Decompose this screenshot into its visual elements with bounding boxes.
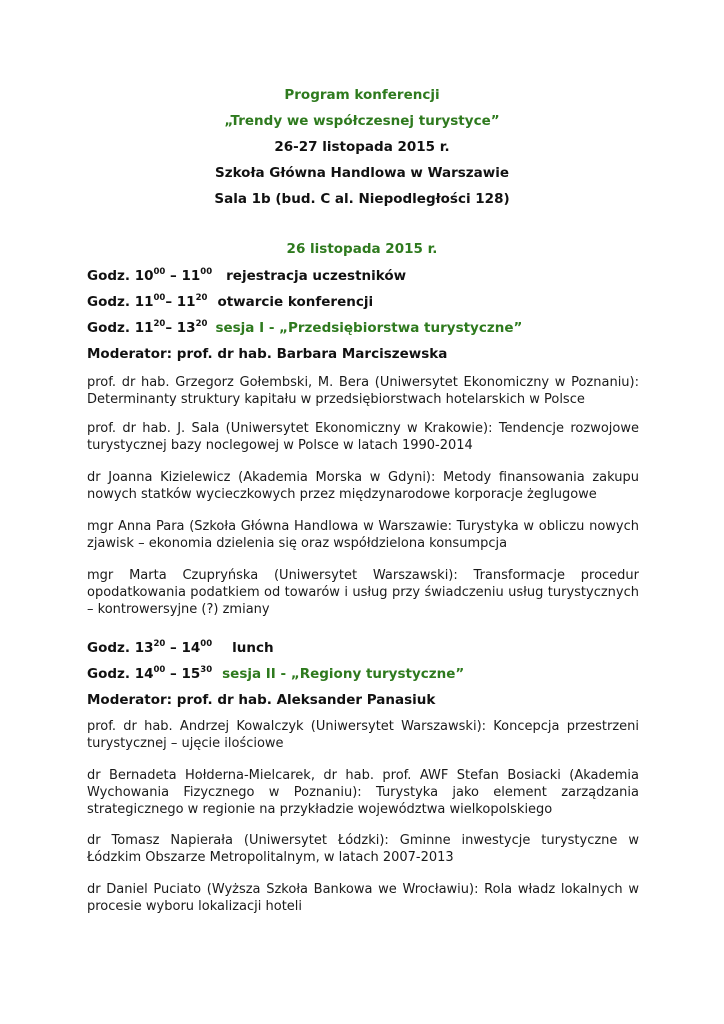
talk-item: dr Joanna Kizielewicz (Akademia Morska w Gdyni): Metody finansowania zakupu nowych statków wycieczkowych przez międzynarodowe korporacje żeglugowe [87, 470, 639, 502]
slot-start-minutes: 00 [153, 664, 166, 675]
venue-school: Szkoła Główna Handlowa w Warszawie [214, 165, 510, 181]
talk-item: dr Daniel Puciato (Wyższa Szkoła Bankowa we Wrocławiu): Rola władz lokalnych w procesie wyboru lokalizacji hoteli [87, 882, 639, 914]
slot-end-minutes: 00 [200, 638, 213, 649]
talk-item: dr Bernadeta Hołderna-Mielcarek, dr hab. prof. AWF Stefan Bosiacki (Akademia Wychowania Fizycznego w Poznaniu): Turystyka jako element zarządzania strategicznego w regionie na przykładzie województwa wielkopolskiego [87, 768, 639, 817]
schedule-slot-opening [87, 293, 373, 311]
slot-label: rejestracja uczestników [226, 268, 407, 284]
slot-end-minutes: 00 [200, 266, 213, 277]
talk-item: mgr Anna Para (Szkoła Główna Handlowa w Warszawie: Turystyka w obliczu nowych zjawisk – ekonomia dzielenia się oraz współdzielona konsumpcja [87, 519, 639, 551]
schedule-slot-session-2 [87, 665, 464, 683]
slot-label: sesja II - „Regiony turystyczne” [222, 666, 465, 682]
slot-end-minutes: 20 [195, 318, 208, 329]
slot-start-minutes: 00 [153, 292, 166, 303]
program-title: Program konferencji [284, 87, 440, 103]
slot-label: otwarcie konferencji [217, 294, 374, 310]
talk-item: prof. dr hab. J. Sala (Uniwersytet Ekonomiczny w Krakowie): Tendencje rozwojowe turystycznej bazy noclegowej w Polsce w latach 1990-2014 [87, 421, 639, 453]
slot-time-dash: – 11 [165, 294, 196, 310]
talk-item: prof. dr hab. Grzegorz Gołembski, M. Bera (Uniwersytet Ekonomiczny w Poznaniu): Determinanty struktury kapitału w przedsiębiorstwach hotelarskich w Polsce [87, 375, 639, 407]
talk-item: dr Tomasz Napierała (Uniwersytet Łódzki): Gminne inwestycje turystyczne w Łódzkim Obszarze Metropolitalnym, w latach 2007-2013 [87, 833, 639, 865]
session-1-moderator: Moderator: prof. dr hab. Barbara Marciszewska [87, 346, 448, 362]
slot-time-prefix: Godz. 14 [87, 666, 154, 682]
conference-name: „Trendy we współczesnej turystyce” [224, 113, 500, 129]
conference-dates: 26-27 listopada 2015 r. [274, 139, 450, 155]
slot-end-minutes: 30 [200, 664, 213, 675]
talk-item: mgr Marta Czupryńska (Uniwersytet Warszawski): Transformacje procedur opodatkowania podatkiem od towarów i usług przy świadczeniu usług turystycznych – kontrowersyjne (?) zmiany [87, 568, 639, 617]
slot-time-dash: – 11 [165, 268, 201, 284]
slot-start-minutes: 00 [153, 266, 166, 277]
slot-end-minutes: 20 [195, 292, 208, 303]
venue-room: Sala 1b (bud. C al. Niepodległości 128) [214, 191, 510, 207]
schedule-slot-registration [87, 267, 406, 285]
slot-start-minutes: 20 [153, 638, 166, 649]
slot-label: sesja I - „Przedsiębiorstwa turystyczne” [215, 320, 523, 336]
slot-time-prefix: Godz. 11 [87, 320, 154, 336]
slot-time-prefix: Godz. 11 [87, 294, 154, 310]
talk-item: prof. dr hab. Andrzej Kowalczyk (Uniwersytet Warszawski): Koncepcja przestrzeni turystycznej – ujęcie ilościowe [87, 719, 639, 751]
schedule-slot-lunch [87, 639, 274, 657]
slot-time-dash: – 13 [165, 320, 196, 336]
day-date: 26 listopada 2015 r. [286, 241, 438, 257]
schedule-slot-session-1 [87, 319, 522, 337]
slot-label: lunch [232, 640, 274, 656]
slot-start-minutes: 20 [153, 318, 166, 329]
slot-time-dash: – 14 [165, 640, 201, 656]
slot-time-prefix: Godz. 13 [87, 640, 154, 656]
slot-time-dash: – 15 [165, 666, 201, 682]
session-2-moderator: Moderator: prof. dr hab. Aleksander Panasiuk [87, 692, 436, 708]
slot-time-prefix: Godz. 10 [87, 268, 154, 284]
